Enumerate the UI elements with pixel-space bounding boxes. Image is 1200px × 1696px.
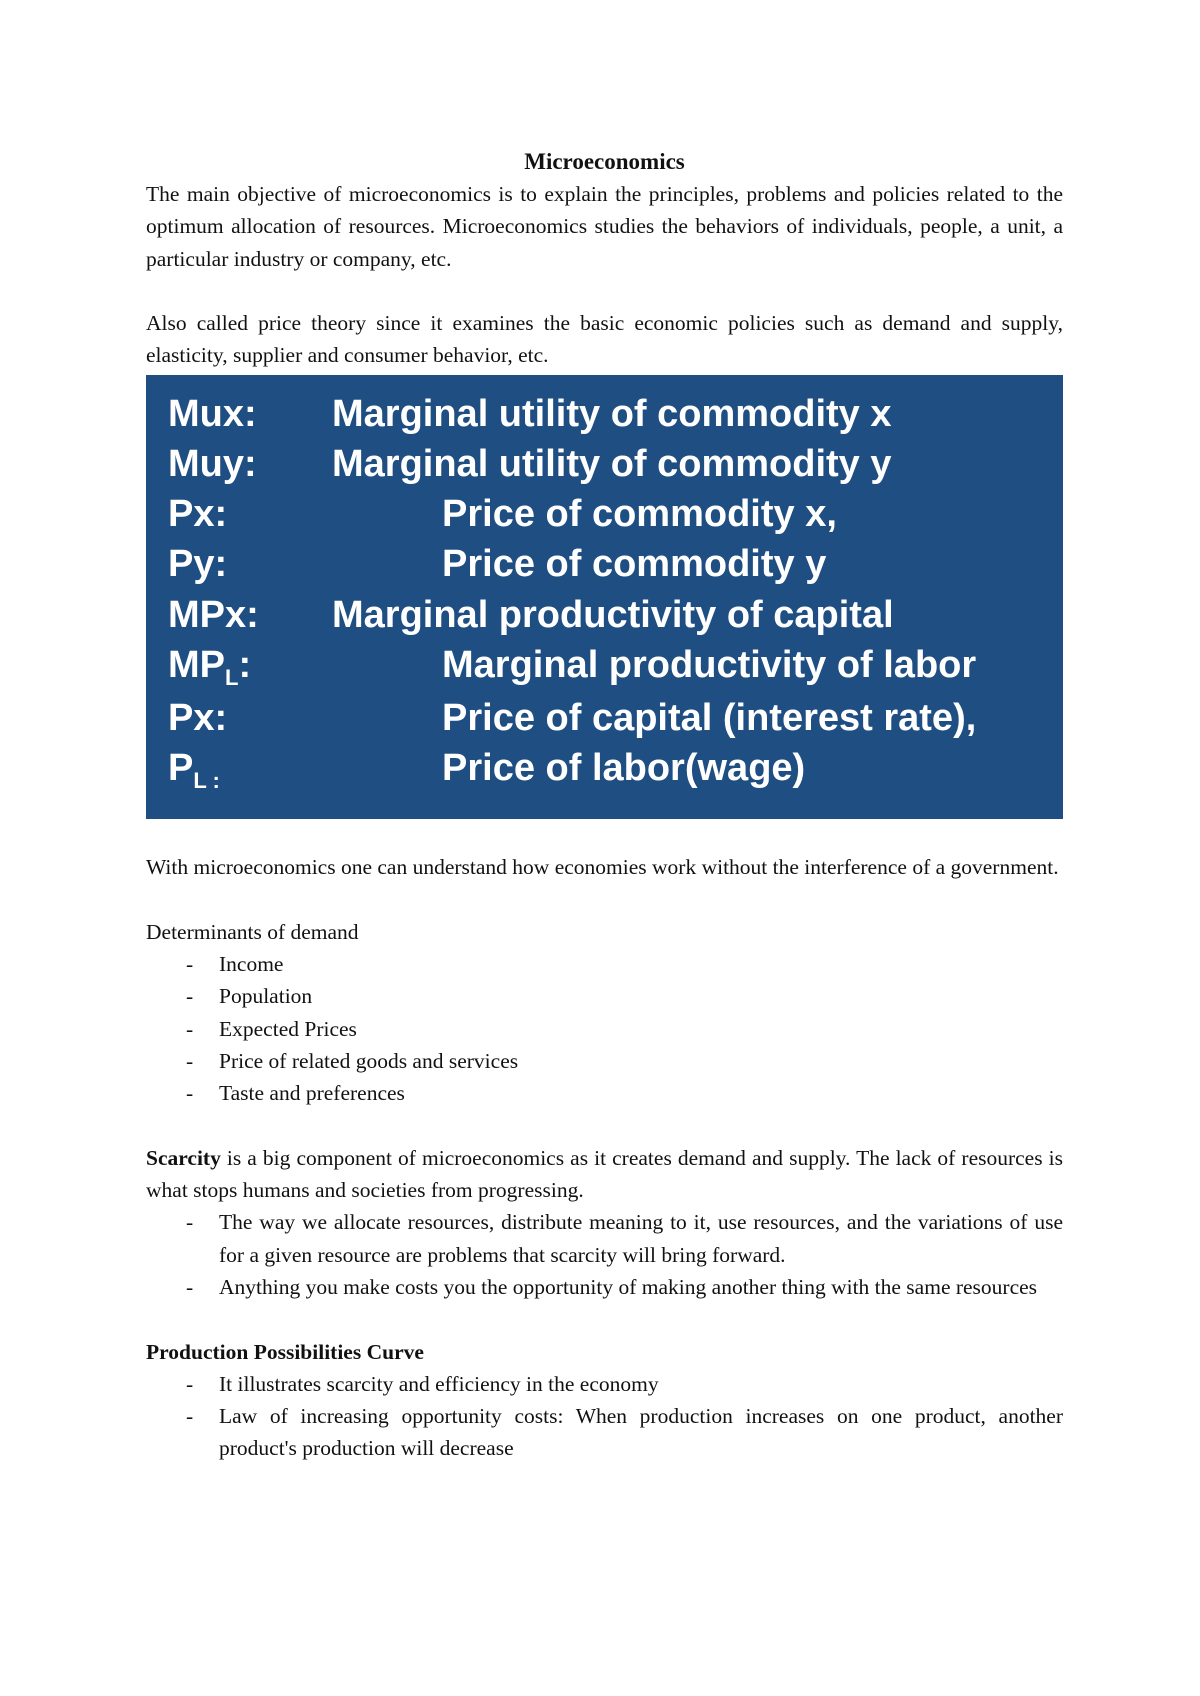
definition-desc: Price of commodity y [442, 542, 827, 585]
definition-desc: Price of labor(wage) [442, 746, 806, 789]
list-item: - Law of increasing opportunity costs: When production increases on one product, another product's production will decrease [186, 1404, 1063, 1461]
list-item: - Price of related goods and services [186, 1048, 519, 1073]
definition-desc: Price of commodity x, [442, 492, 837, 535]
list-item: - Income [186, 951, 284, 976]
list-item: - Expected Prices [186, 1016, 357, 1041]
ppc-list [146, 1368, 1063, 1465]
list-item: - The way we allocate resources, distribute meaning to it, use resources, and the variations of use for a given resource are problems that scarcity will bring forward. [186, 1210, 1063, 1267]
document-content [146, 146, 1063, 1465]
page-title: Microeconomics [524, 149, 685, 174]
blank-line [146, 1303, 1063, 1335]
definition-term: $P_{L :}$ [168, 746, 220, 793]
ppc-heading: Production Possibilities Curve [146, 1339, 424, 1364]
blank-line [146, 275, 1063, 307]
determinants-heading: Determinants of demand [146, 919, 359, 944]
list-item: - It illustrates scarcity and efficiency in the economy [186, 1371, 659, 1396]
definition-term: Py: [168, 542, 228, 585]
definition-desc: Price of capital (interest rate), [442, 696, 977, 739]
determinants-list [146, 948, 1063, 1109]
definitions-figure [146, 375, 1063, 819]
scarcity-list [146, 1206, 1063, 1303]
definition-desc: Marginal utility of commodity y [332, 442, 892, 485]
definition-desc: Marginal utility of commodity x [332, 392, 892, 435]
definition-term: Muy: [168, 442, 257, 485]
price-theory-paragraph: Also called price theory since it examines the basic economic policies such as demand and supply, elasticity, supplier and consumer behavior, etc. [146, 311, 1063, 368]
list-item: - Taste and preferences [186, 1081, 405, 1106]
government-paragraph: With microeconomics one can understand how economies work without the interference of a government. [146, 855, 1059, 880]
definition-term: Px: [168, 492, 228, 535]
scarcity-paragraph: Scarcity is a big component of microeconomics as it creates demand and supply. The lack of resources is what stops humans and societies from progressing. [146, 1145, 1063, 1203]
intro-paragraph: The main objective of microeconomics is to explain the principles, problems and policies related to the optimum allocation of resources. Microeconomics studies the behaviors of individuals, people, a unit, a particular industry or company, etc. [146, 182, 1063, 271]
list-item: - Anything you make costs you the opportunity of making another thing with the same resources [186, 1274, 1038, 1299]
scarcity-term: Scarcity [146, 1145, 221, 1170]
definition-desc: Marginal productivity of capital [332, 593, 894, 636]
definition-desc: Marginal productivity of labor [442, 643, 977, 686]
blank-line [146, 883, 1063, 915]
blank-line [146, 1109, 1063, 1141]
blank-line [146, 819, 1063, 851]
definition-term: MPx: [168, 593, 259, 636]
list-item: - Population [186, 984, 313, 1009]
definition-term: Mux: [168, 392, 257, 435]
definition-term: $MP_L$: [168, 643, 252, 690]
definition-term: Px: [168, 696, 228, 739]
